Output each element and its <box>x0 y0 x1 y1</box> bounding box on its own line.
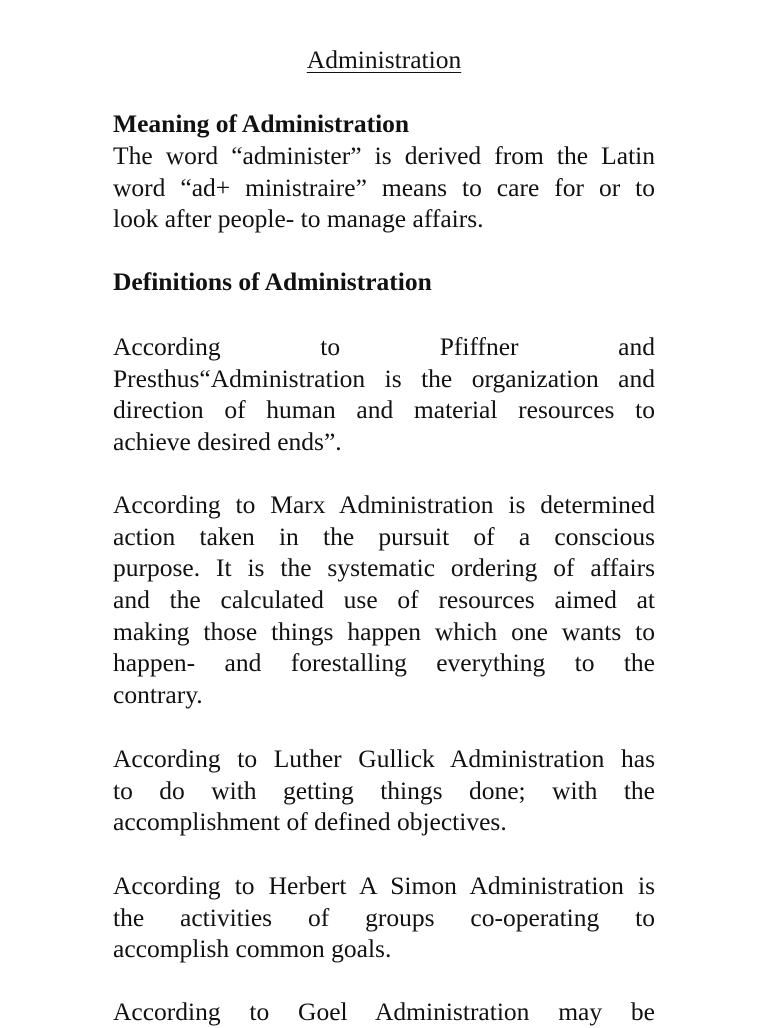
meaning-paragraph <box>113 140 655 235</box>
paragraph-line: According to Goel Administration may be <box>113 997 655 1026</box>
paragraph-line: accomplish common goals. <box>113 934 392 964</box>
paragraph-line: contrary. <box>113 680 203 710</box>
paragraph-line: the activities of groups co-operating to <box>113 902 655 932</box>
definition-marx <box>113 489 655 711</box>
paragraph-line: According to Pfiffner and <box>113 332 655 361</box>
paragraph-line: look after people- to manage affairs. <box>113 204 484 234</box>
definition-luther-gullick <box>113 743 655 838</box>
definition-herbert-simon <box>113 870 655 965</box>
paragraph-line: making those things happen which one wants to <box>113 616 655 646</box>
paragraph-line: direction of human and material resources to <box>113 395 655 425</box>
paragraph-line: happen- and forestalling everything to the <box>113 648 655 678</box>
definition-pfiffner-presthus <box>113 331 655 458</box>
paragraph-line: action taken in the pursuit of a conscious <box>113 521 655 551</box>
definition-goel <box>113 996 655 1028</box>
paragraph-line: accomplishment of defined objectives. <box>113 807 507 837</box>
paragraph-line: word “ad+ ministraire” means to care for or to <box>113 172 655 202</box>
paragraph-line: Presthus“Administration is the organization and <box>113 363 655 393</box>
meaning-heading: Meaning of Administration <box>113 109 410 138</box>
paragraph-line: According to Herbert A Simon Administration is <box>113 871 655 900</box>
paragraph-line: According to Marx Administration is determined <box>113 490 655 519</box>
paragraph-line: purpose. It is the systematic ordering of affairs <box>113 553 655 583</box>
paragraph-line: According to Luther Gullick Administration has <box>113 744 655 773</box>
paragraph-line: and the calculated use of resources aimed at <box>113 585 655 615</box>
paragraph-line: achieve desired ends”. <box>113 427 342 457</box>
document-title: Administration <box>306 45 462 74</box>
paragraph-line: to do with getting things done; with the <box>113 775 655 805</box>
definitions-heading: Definitions of Administration <box>113 267 432 296</box>
paragraph-line: The word “administer” is derived from the Latin <box>113 141 655 170</box>
